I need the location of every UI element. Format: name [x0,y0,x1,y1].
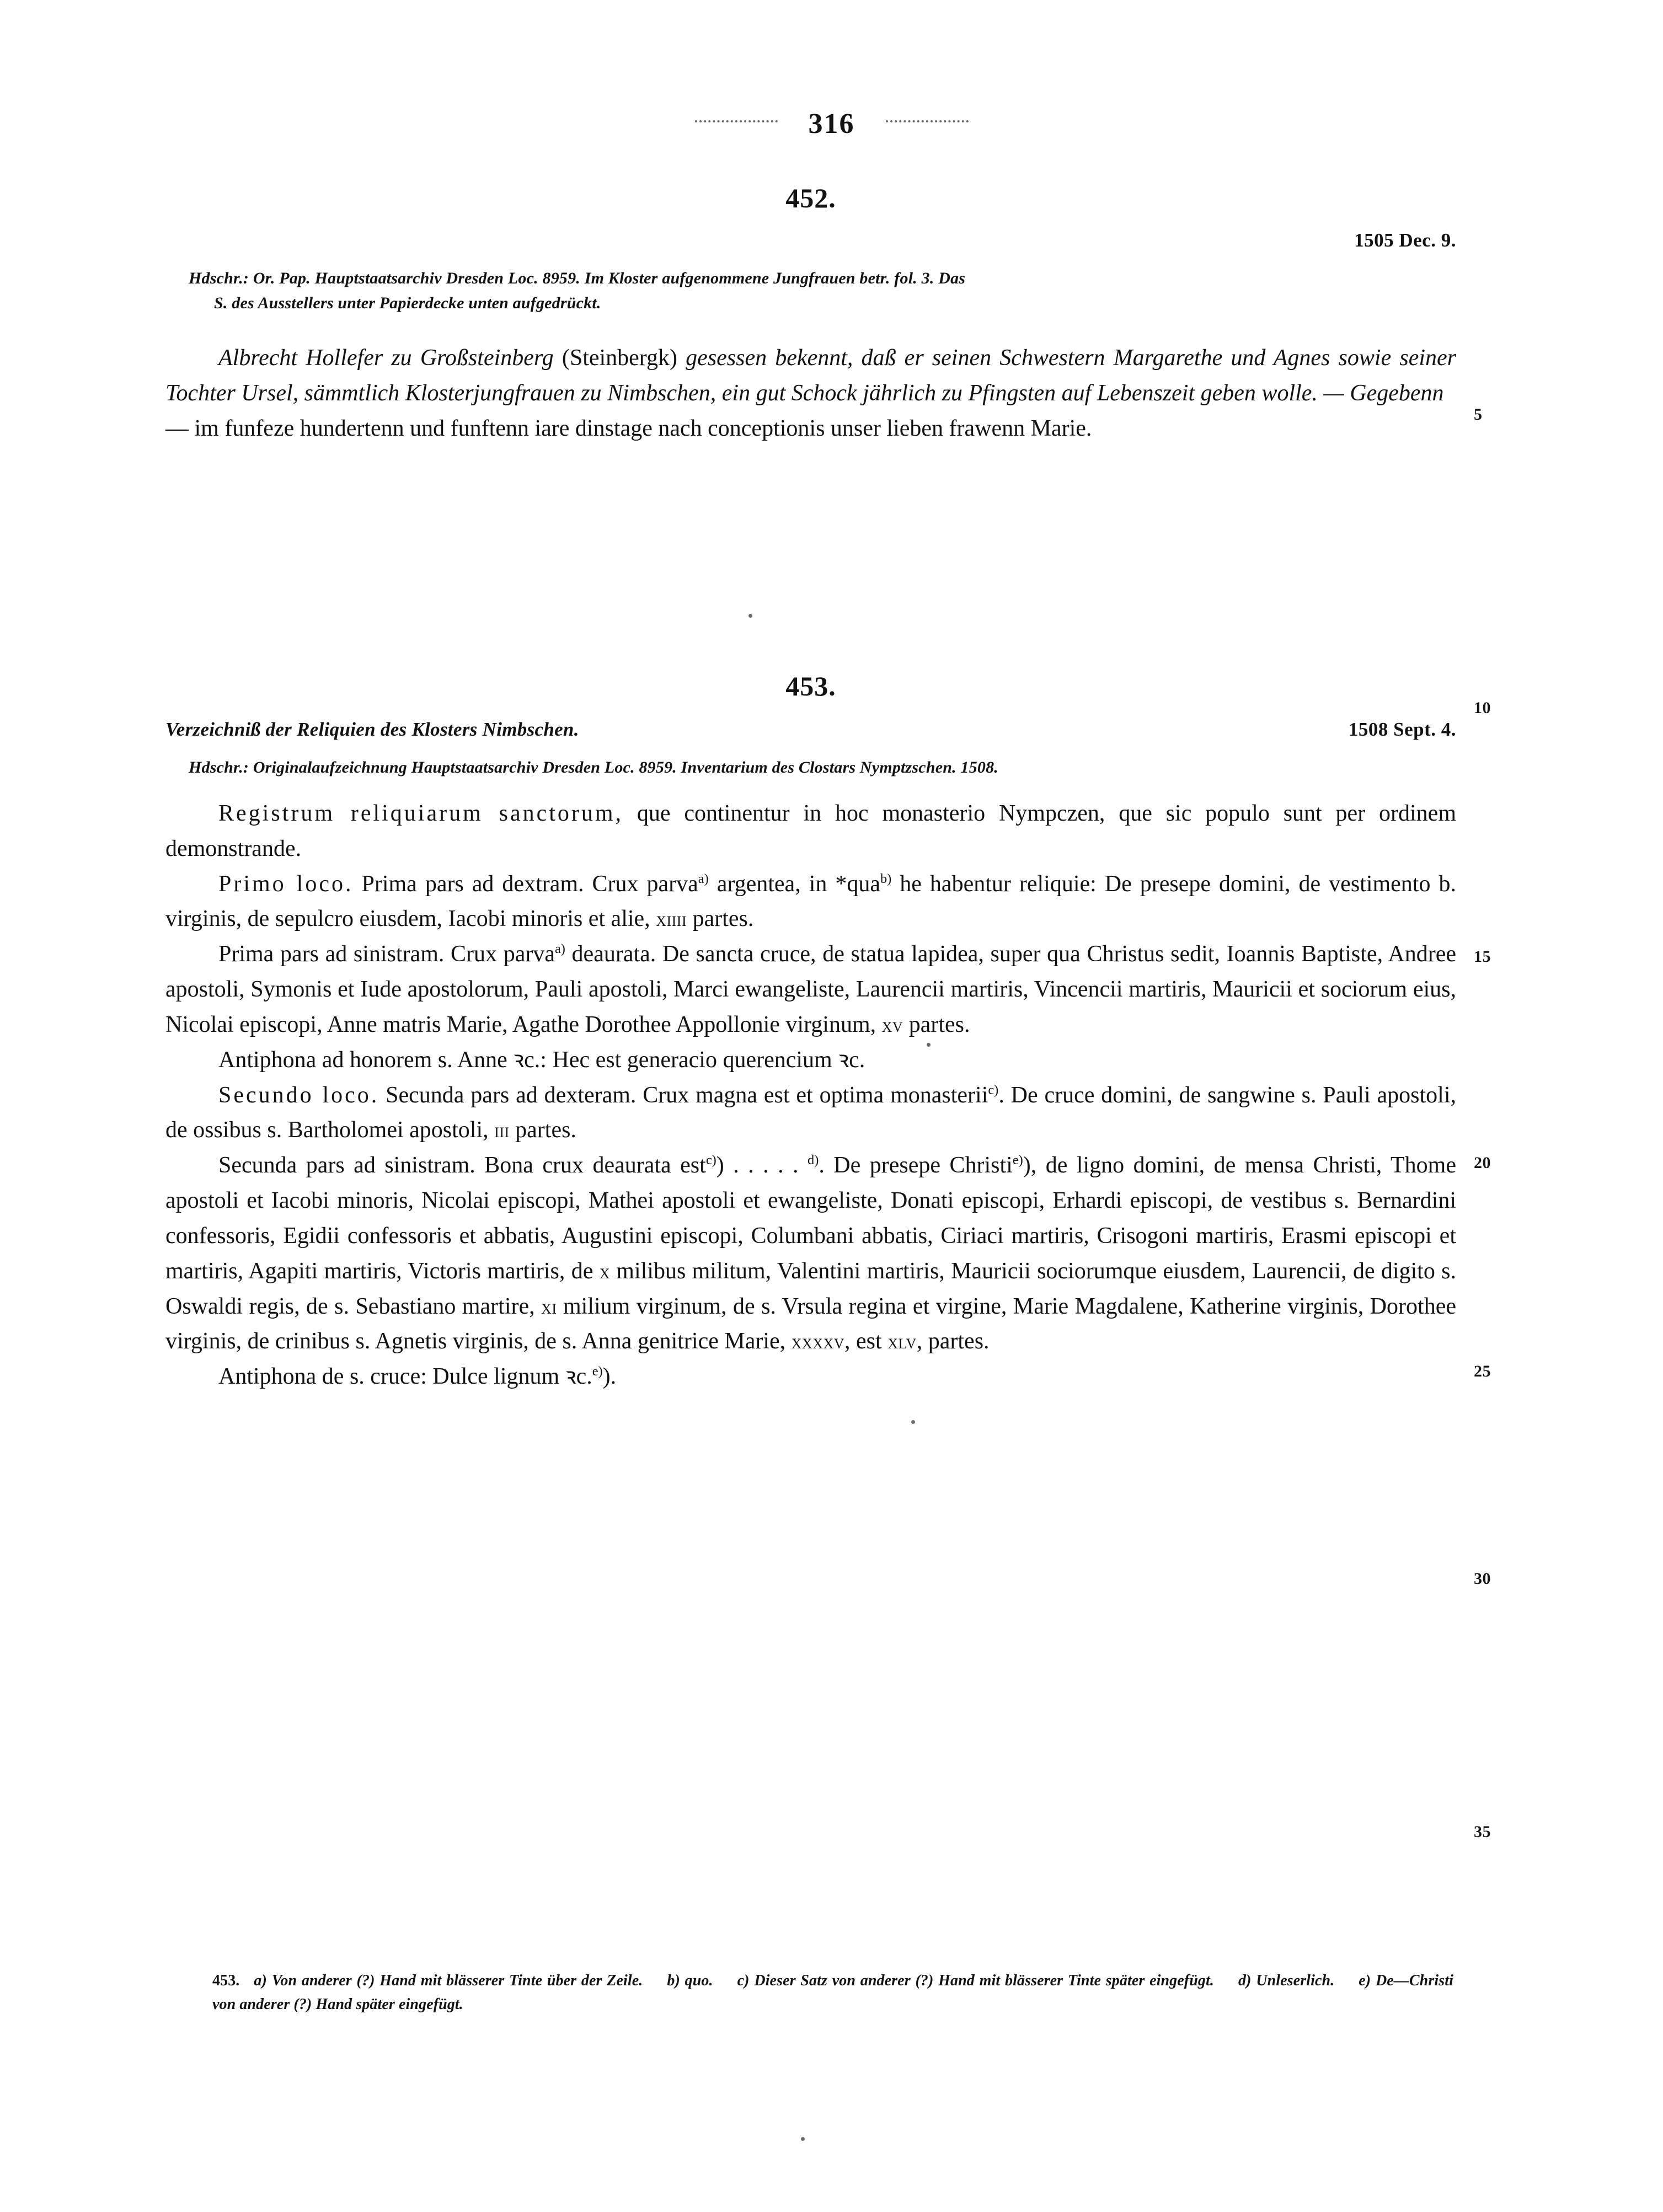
footnote-entry-number: 453. [212,1972,240,1989]
entry-453-heading-row [165,719,1456,741]
secunda-sinistram-g: , est [844,1329,888,1354]
antiphona-cruce-b: ). [602,1364,617,1390]
footnote-block [212,1969,1453,2017]
line-number-10: 10 [1474,699,1491,717]
line-number-5: 5 [1474,405,1483,424]
ink-speck [748,614,752,618]
footnote-marker-c-2: c) [705,1153,716,1168]
footnote-marker-c: c) [988,1082,999,1097]
footnote-marker-e-ref: e) [1359,1972,1371,1989]
antiphona-cruce-a: Antiphona de s. cruce: Dulce lignum ꝛc. [218,1364,592,1390]
line-number-15: 15 [1474,947,1491,966]
primo-loco-b: argentea, in *qua [708,871,880,897]
secunda-sinistram-e: milibus militum, Valentini martiris, Mauricii sociorumque eiusdem, Laurencii, de digito s. Oswaldi regis, de s. Sebastiano martire, [165,1258,1456,1319]
prima-sinistram-b: deaurata. De sancta cruce, de statua lapidea, super qua Christus sedit, Ioannis Baptiste, Andree apostoli, Symonis et Iude apostolorum, Pauli apostoli, Marci ewangeliste, Laurencii martiris, Vincencii martiris, Mauricii et sociorum eius, Nicolai episcopi, Anne matris Marie, Agathe Dorothee Appollonie virginum, [165,941,1457,1037]
primo-loco-d: partes. [687,906,754,932]
entry-452-source-note [165,266,1456,315]
line-number-35: 35 [1474,1823,1491,1841]
latin-paragraph-antiphona-cruce [165,1359,1456,1395]
latin-paragraph-primo-loco [165,867,1456,938]
roman-numeral-xxxxv: xxxxv [791,1330,845,1354]
header-rule-right [886,120,969,122]
page-number: 316 [808,108,855,140]
roman-numeral-iii: iii [494,1119,510,1143]
roman-numeral-xiiii: xiiii [656,908,687,931]
footnote-marker-d: d) [808,1153,819,1168]
footnote-text-b: quo. [685,1972,713,1989]
footnote-marker-a-ref: a) [254,1972,267,1989]
latin-paragraph-secunda-sinistram [165,1148,1456,1359]
footnote-marker-e: e) [1012,1153,1023,1168]
roman-numeral-xv: xv [881,1013,903,1037]
entry-453-date: 1508 Sept. 4. [1348,719,1456,740]
footnote-marker-a: a) [698,871,709,886]
regest-original-name: (Steinbergk) [562,345,678,371]
entry-453 [165,670,1456,1395]
running-head [0,99,1663,140]
roman-numeral-xlv: xlv [887,1330,917,1354]
prima-sinistram-c: partes. [903,1011,970,1037]
line-number-30: 30 [1474,1570,1491,1588]
secunda-sinistram-h: , partes. [916,1329,990,1354]
entry-452-date: 1505 Dec. 9. [1354,229,1456,251]
registrum-lead: Registrum reliquiarum sanctorum, [218,801,624,826]
entry-453-source-note [165,755,1456,780]
secunda-sinistram-a: Secunda pars ad sinistram. Bona crux deaurata est [218,1153,706,1179]
primo-loco-lead: Primo loco. [218,871,354,897]
footnote-text-e: De—Christi von anderer (?) Hand später eingefügt. [212,1972,1453,2013]
footnote-text-a: Von anderer (?) Hand mit blässerer Tinte über der Zeile. [271,1972,643,1989]
ink-speck [911,1420,915,1424]
ink-speck [927,1043,931,1047]
regest-text-part-2: gesessen bekennt, daß er seinen Schwestern Margarethe und Agnes sowie seiner Tochter Ursel, sämmtlich Klosterjungfrauen zu Nimbschen, ein gut Schock jährlich zu Pfingsten auf Lebenszeit geben wolle. — Gegebenn [165,345,1456,406]
secundo-loco-b: . De cruce domini, de sangwine s. Pauli apostoli, de ossibus s. Bartholomei apostoli, [165,1082,1456,1143]
footnote-marker-e-2: e) [592,1364,603,1379]
entry-452-source-line-2: S. des Ausstellers unter Papierdecke unten aufgedrückt. [214,294,601,312]
entry-452-regest [165,341,1456,411]
latin-paragraph-antiphona-anne: Antiphona ad honorem s. Anne ꝛc.: Hec est generacio querencium ꝛc. [218,1047,865,1073]
entry-453-number: 453. [785,671,836,701]
latin-paragraph-registrum [165,796,1456,867]
entry-453-subtitle: Verzeichniß der Reliquien des Klosters Nimbschen. [165,719,579,740]
primo-loco-c: he habentur reliquie: De presepe domini, de vestimento b. virginis, de sepulcro eiusdem, Iacobi minoris et alie, [165,871,1456,932]
secunda-sinistram-b: ) . . . . . [716,1153,808,1179]
footnote-marker-c-ref: c) [737,1972,750,1989]
entry-453-source-line-1: Hdschr.: Originalaufzeichnung Hauptstaatsarchiv Dresden Loc. 8959. Inventarium des Clostars Nymptzschen. 1508. [189,758,999,776]
latin-paragraph-prima-sinistram [165,937,1456,1042]
regest-text-part-1: Albrecht Hollefer zu Großsteinberg [218,345,562,371]
entry-452-dating-clause: — im funfeze hundertenn und funftenn iare dinstage nach conceptionis unser lieben frawenn Marie. [165,415,1092,441]
prima-sinistram-a: Prima pars ad sinistram. Crux parva [218,941,555,967]
roman-numeral-xi: xi [541,1295,557,1319]
footnote-text-c: Dieser Satz von anderer (?) Hand mit blässerer Tinte später eingefügt. [754,1972,1214,1989]
entry-452 [165,182,1456,446]
entry-452-number: 452. [785,183,836,213]
entry-452-source-line-1: Hdschr.: Or. Pap. Hauptstaatsarchiv Dresden Loc. 8959. Im Kloster aufgenommene Jungfrauen betr. fol. 3. Das [189,269,966,287]
roman-numeral-x: x [599,1260,610,1283]
registrum-rest: que continentur in hoc monasterio Nympczen, que sic populo sunt per ordinem demonstrande. [165,801,1456,861]
line-number-20: 20 [1474,1154,1491,1172]
secunda-sinistram-f: milium virginum, de s. Vrsula regina et virgine, Marie Magdalene, Katherine virginis, Dorothee virginis, de crinibus s. Agnetis virginis, de s. Anna genitrice Marie, [165,1293,1456,1354]
secundo-loco-c: partes. [509,1117,576,1143]
header-rule-left [695,120,778,122]
line-number-25: 25 [1474,1362,1491,1380]
secundo-loco-a: Secunda pars ad dexteram. Crux magna est et optima monasterii [379,1082,988,1108]
latin-paragraph-secundo-loco [165,1078,1456,1149]
primo-loco-a: Prima pars ad dextram. Crux parva [353,871,698,897]
secundo-loco-lead: Secundo loco. [218,1082,379,1108]
secunda-sinistram-d: ), de ligno domini, de mensa Christi, Thome apostoli et Iacobi minoris, Nicolai episcopi, Mathei apostoli et ewangeliste, Donati episcopi, Erhardi episcopi, de vestibus s. Bernardini confessoris, Egidii confessoris et abbatis, Augustini episcopi, Columbani abbatis, Ciriaci martiris, Crisogoni martiris, Erasmi episcopi et martiris, Agapiti martiris, Victoris martiris, de [165,1153,1456,1284]
footnote-marker-d-ref: d) [1238,1972,1252,1989]
ink-speck [801,2137,805,2141]
footnote-marker-b-ref: b) [667,1972,680,1989]
secunda-sinistram-c: . De presepe Christi [819,1153,1013,1179]
footnote-text-d: Unleserlich. [1256,1972,1335,1989]
footnote-marker-b: b) [880,871,892,886]
footnote-marker-a-2: a) [554,941,565,957]
